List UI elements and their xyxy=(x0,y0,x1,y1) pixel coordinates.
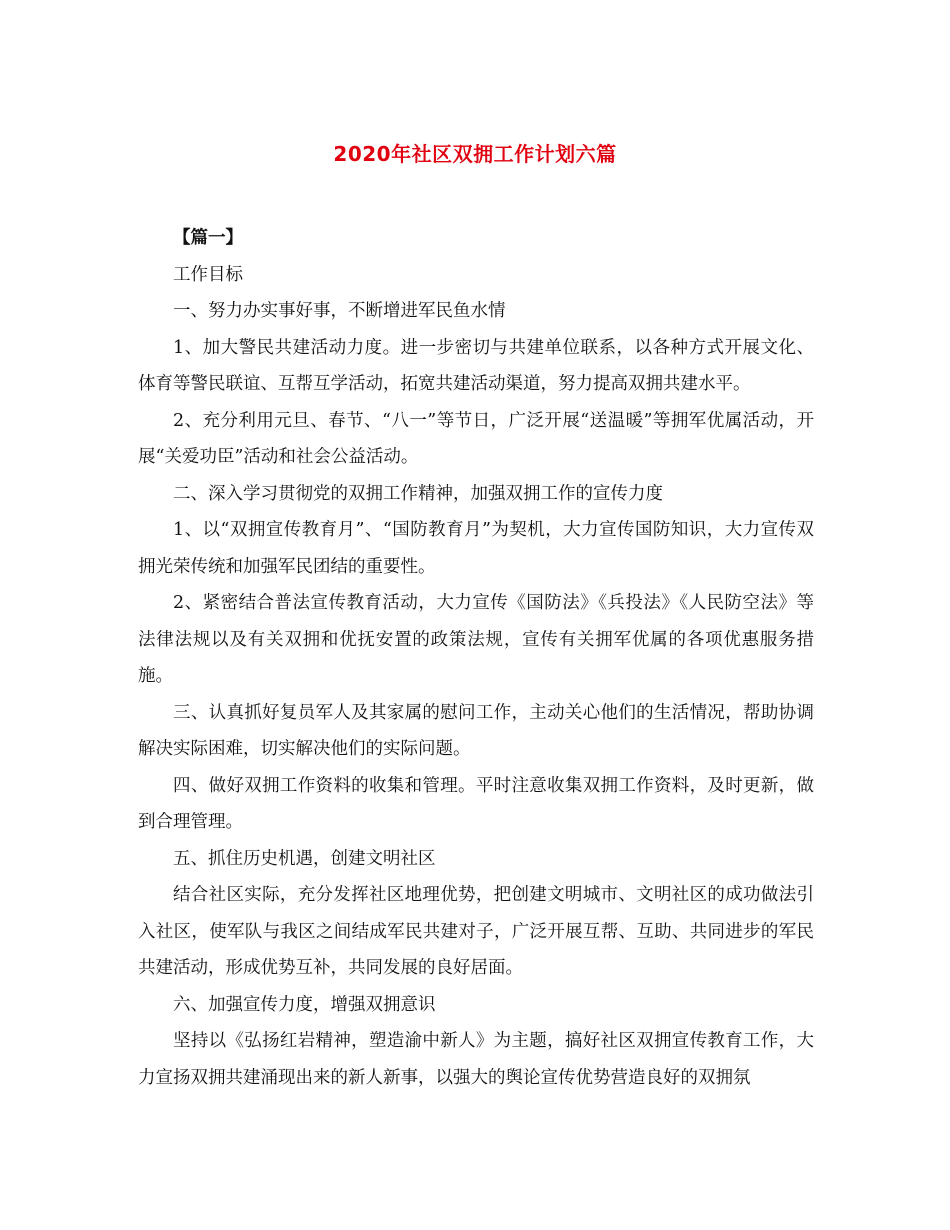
goal-heading-1: 一、努力办实事好事，不断增进军民鱼水情 xyxy=(173,301,506,321)
paragraph: 四、做好双拥工作资料的收集和管理。平时注意收集双拥工作资料，及时更新，做到合理管理。 xyxy=(138,775,814,832)
goal-heading-5: 五、抓住历史机遇，创建文明社区 xyxy=(173,848,436,869)
section-heading: 【篇一】 xyxy=(173,228,243,248)
paragraph: 2、充分利用元旦、春节、“八一”等节日，广泛开展“送温暖”等拥军优属活动，开展“关爱功臣”活动和社会公益活动。 xyxy=(138,410,814,467)
document-title: 2020年社区双拥工作计划六篇 xyxy=(333,142,617,166)
paragraph: 三、认真抓好复员军人及其家属的慰问工作，主动关心他们的生活情况，帮助协调解决实际困难，切实解决他们的实际问题。 xyxy=(138,702,814,759)
paragraph: 1、加大警民共建活动力度。进一步密切与共建单位联系，以各种方式开展文化、体育等警民联谊、互帮互学活动，拓宽共建活动渠道，努力提高双拥共建水平。 xyxy=(138,337,814,394)
goal-heading-6: 六、加强宣传力度，增强双拥意识 xyxy=(173,994,436,1015)
goal-heading-2: 二、深入学习贯彻党的双拥工作精神，加强双拥工作的宣传力度 xyxy=(173,483,663,504)
paragraph: 结合社区实际，充分发挥社区地理优势，把创建文明城市、文明社区的成功做法引入社区，使军队与我区之间结成军民共建对子，广泛开展互帮、互助、共同进步的军民共建活动，形成优势互补，共同发展的良好居面。 xyxy=(138,885,814,978)
document-body xyxy=(138,220,814,1096)
subheading-work-goals: 工作目标 xyxy=(173,264,243,285)
paragraph: 1、以“双拥宣传教育月”、“国防教育月”为契机，大力宣传国防知识，大力宣传双拥光荣传统和加强军民团结的重要性。 xyxy=(138,520,814,577)
paragraph: 2、紧密结合普法宣传教育活动，大力宣传《国防法》《兵投法》《人民防空法》等法律法规以及有关双拥和优抚安置的政策法规，宣传有关拥军优属的各项优惠服务措施。 xyxy=(138,593,814,686)
paragraph: 坚持以《弘扬红岩精神，塑造渝中新人》为主题，搞好社区双拥宣传教育工作，大力宣扬双拥共建涌现出来的新人新事，以强大的舆论宣传优势营造良好的双拥氛 xyxy=(138,1031,814,1088)
